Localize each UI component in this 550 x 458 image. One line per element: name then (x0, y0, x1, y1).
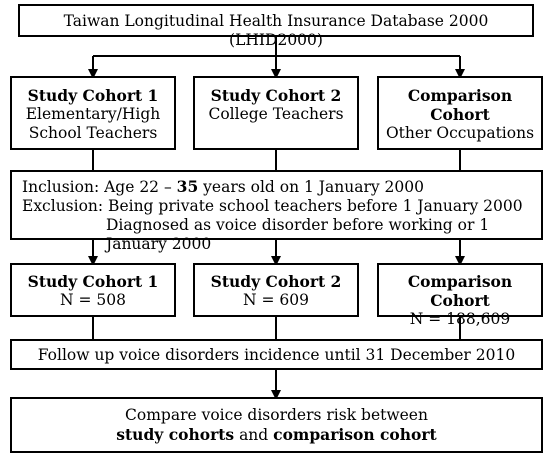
inclusion-criteria (22, 177, 541, 197)
final-comparison-n: N = 188,609 (409, 310, 511, 328)
inclusion-suffix: years old on 1 January 2000 (198, 178, 424, 196)
compare-and: and (234, 426, 274, 444)
comparison-cohort-box (377, 76, 543, 150)
final-cohort-2-box (193, 263, 359, 317)
final-cohort-2-title: Study Cohort 2 (210, 272, 342, 291)
followup-box (10, 339, 543, 370)
final-cohort-2-n: N = 609 (243, 291, 309, 309)
study-cohort-2-title: Study Cohort 2 (210, 86, 342, 105)
comparison-cohort-line1: Other Occupations (385, 124, 535, 142)
compare-study-cohorts: study cohorts (116, 425, 235, 444)
exclusion-criteria-1: Exclusion: Being private school teachers before 1 January 2000 (22, 197, 523, 215)
compare-line2 (12, 425, 541, 445)
compare-box (10, 397, 543, 453)
inclusion-prefix: Inclusion: Age 22 – (22, 178, 177, 196)
final-comparison-box (377, 263, 543, 328)
criteria-box (10, 170, 543, 253)
study-cohort-1-title: Study Cohort 1 (27, 86, 159, 105)
compare-line1: Compare voice disorders risk between (125, 406, 428, 424)
study-cohort-1-box (10, 76, 176, 150)
comparison-cohort-title: Comparison Cohort (407, 86, 513, 124)
followup-label: Follow up voice disorders incidence until 31 December 2010 (37, 346, 516, 364)
final-cohort-1-title: Study Cohort 1 (27, 272, 159, 291)
study-cohort-2-line1: College Teachers (208, 105, 344, 123)
database-box (18, 4, 534, 49)
database-label: Taiwan Longitudinal Health Insurance Database 2000 (LHID2000) (63, 12, 489, 49)
inclusion-age-max: 35 (176, 177, 199, 196)
study-cohort-1-line2: School Teachers (28, 124, 158, 142)
study-cohort-2-box (193, 76, 359, 150)
final-cohort-1-box (10, 263, 176, 317)
final-cohort-1-n: N = 508 (60, 291, 126, 309)
final-comparison-title: Comparison Cohort (407, 272, 513, 310)
compare-comparison-cohort: comparison cohort (273, 425, 437, 444)
exclusion-criteria-2: Diagnosed as voice disorder before working or 1 January 2000 (106, 216, 490, 253)
study-cohort-1-line1: Elementary/High (25, 105, 161, 123)
